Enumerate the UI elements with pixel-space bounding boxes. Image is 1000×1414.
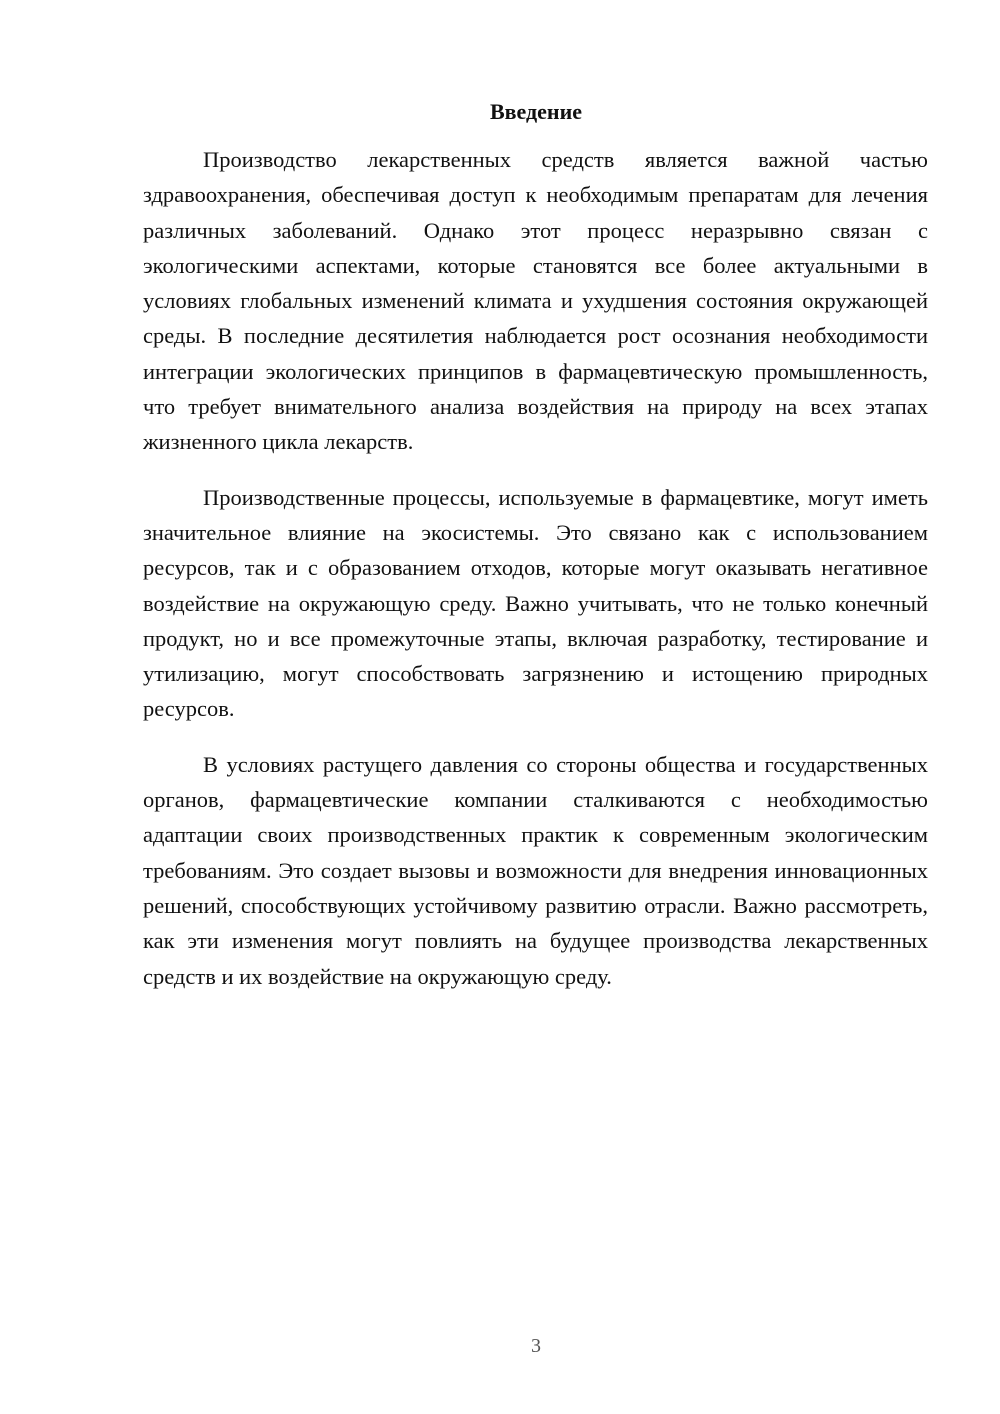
page-title: Введение bbox=[489, 99, 583, 124]
paragraph-2: Производственные процессы, используемые в фармацевтике, могут иметь значительное влияние на экосистемы. Это связано как с использованием ресурсов, так и с образованием отходов, которые могут оказывать негативное воздействие на окружающую среду. Важно учитывать, что не только конечный продукт, но и все промежуточные этапы, включая разработку, тестирование и утилизацию, могут способствовать загрязнению и истощению природных ресурсов. bbox=[143, 484, 928, 722]
page-number: 3 bbox=[531, 1335, 541, 1357]
paragraph-3: В условиях растущего давления со стороны общества и государственных органов, фармацевтические компании сталкиваются с необходимостью адаптации своих производственных практик к современным экологическим требованиям. Это создает вызовы и возможности для внедрения инновационных решений, способствующих устойчивому развитию отрасли. Важно рассмотреть, как эти изменения могут повлиять на будущее производства лекарственных средств и их воздействие на окружающую среду. bbox=[143, 751, 928, 989]
document-body bbox=[143, 142, 928, 994]
paragraph-1: Производство лекарственных средств является важной частью здравоохранения, обеспечивая доступ к необходимым препаратам для лечения различных заболеваний. Однако этот процесс неразрывно связан с экологическими аспектами, которые становятся все более актуальными в условиях глобальных изменений климата и ухудшения состояния окружающей среды. В последние десятилетия наблюдается рост осознания необходимости интеграции экологических принципов в фармацевтическую промышленность, что требует внимательного анализа воздействия на природу на всех этапах жизненного цикла лекарств. bbox=[143, 147, 928, 455]
